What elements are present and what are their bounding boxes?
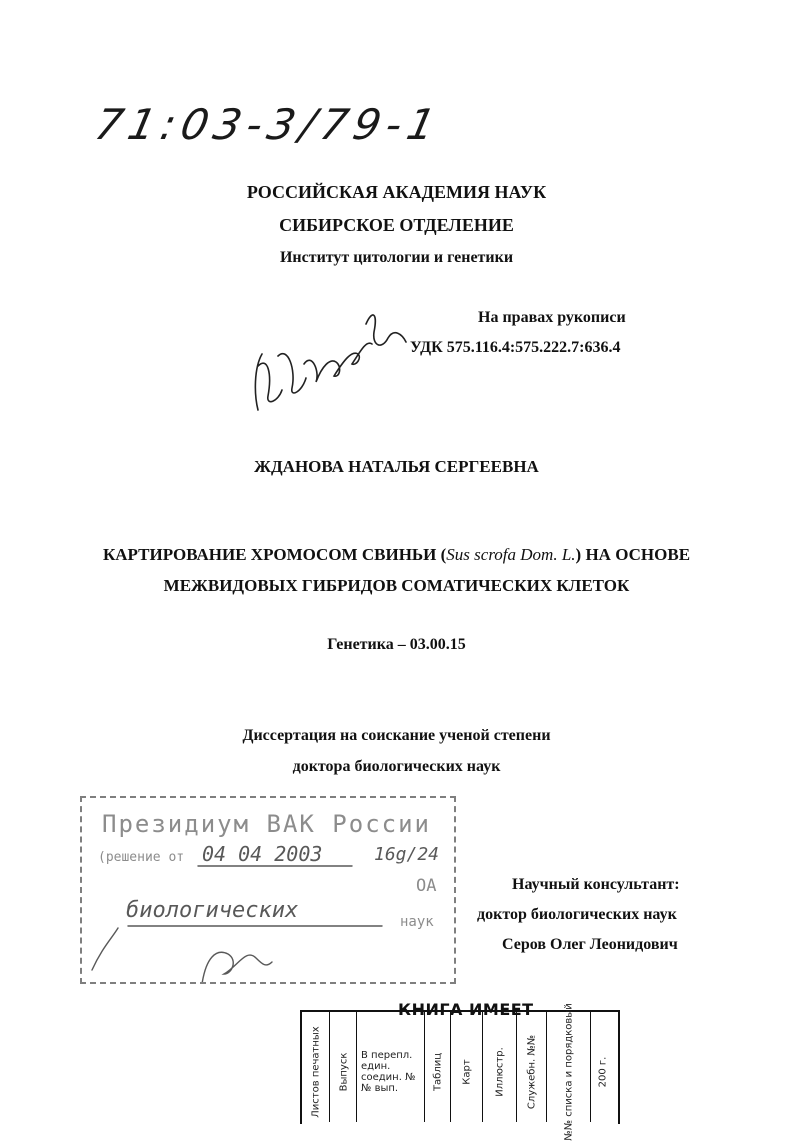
book-column — [590, 1012, 615, 1122]
archive-number: 71:03-3/79-1 — [90, 100, 446, 149]
author-signature — [248, 306, 408, 418]
title-prefix: КАРТИРОВАНИЕ ХРОМОСОМ СВИНЬИ ( — [102, 545, 447, 564]
vak-stamp — [80, 796, 456, 984]
book-column — [482, 1012, 517, 1122]
stamp-date: 04 04 2003 — [202, 842, 323, 866]
book-column-label: Листов печатных — [310, 1026, 321, 1118]
book-column-label: В перепл. един. соедин. №№ вып. — [361, 1050, 416, 1094]
book-column — [329, 1012, 357, 1122]
consultant-label: Научный консультант: — [512, 876, 680, 893]
book-column-label: Иллюстр. — [494, 1047, 506, 1097]
book-column-label: №№ списка и порядковый — [563, 1003, 575, 1141]
stamp-number: 16g/24 — [374, 844, 440, 865]
book-column — [450, 1012, 483, 1122]
dissertation-title-line2: МЕЖВИДОВЫХ ГИБРИДОВ СОМАТИЧЕСКИХ КЛЕТОК — [163, 576, 630, 595]
manuscript-rights: На правах рукописи — [478, 309, 626, 326]
academy-name: РОССИЙСКАЯ АКАДЕМИЯ НАУК — [246, 182, 547, 202]
stamp-science-suffix: наук — [400, 914, 434, 930]
stamp-science: биологических — [126, 898, 299, 923]
dissertation-title-line1 — [0, 545, 793, 565]
book-column-label: Служебн. №№ — [526, 1034, 538, 1110]
book-column — [546, 1003, 591, 1141]
degree-line1: Диссертация на соискание ученой степени — [242, 727, 551, 744]
specialty: Генетика – 03.00.15 — [327, 636, 466, 653]
degree-line2: доктора биологических наук — [292, 758, 501, 775]
author-name: ЖДАНОВА НАТАЛЬЯ СЕРГЕЕВНА — [254, 457, 539, 476]
book-column — [356, 1012, 425, 1122]
book-column-label: Карт — [461, 1059, 473, 1085]
consultant-degree: доктор биологических наук — [477, 906, 677, 923]
consultant-name: Серов Олег Леонидович — [502, 936, 678, 953]
book-column — [302, 1012, 329, 1122]
book-title: КНИГА ИМЕЕТ — [398, 1000, 534, 1019]
book-column-label: Выпуск — [338, 1052, 349, 1092]
book-column-label: 200 г. — [597, 1056, 609, 1088]
title-latin-name: Sus scrofa Dom. L. — [446, 545, 576, 564]
title-suffix: ) НА ОСНОВЕ — [575, 545, 691, 564]
institute-name: Институт цитологии и генетики — [279, 249, 514, 266]
stamp-header: Президиум ВАК России — [102, 810, 431, 838]
book-column — [516, 1012, 547, 1122]
udk-code: УДК 575.116.4:575.222.7:636.4 — [410, 339, 621, 356]
book-column-label: Таблиц — [432, 1052, 444, 1092]
stamp-award-suffix: ОА — [416, 876, 437, 896]
stamp-decision: (решение от — [98, 850, 185, 865]
stamp-scribbles — [82, 798, 454, 982]
branch-name: СИБИРСКОЕ ОТДЕЛЕНИЕ — [279, 215, 514, 235]
book-column — [424, 1012, 451, 1122]
